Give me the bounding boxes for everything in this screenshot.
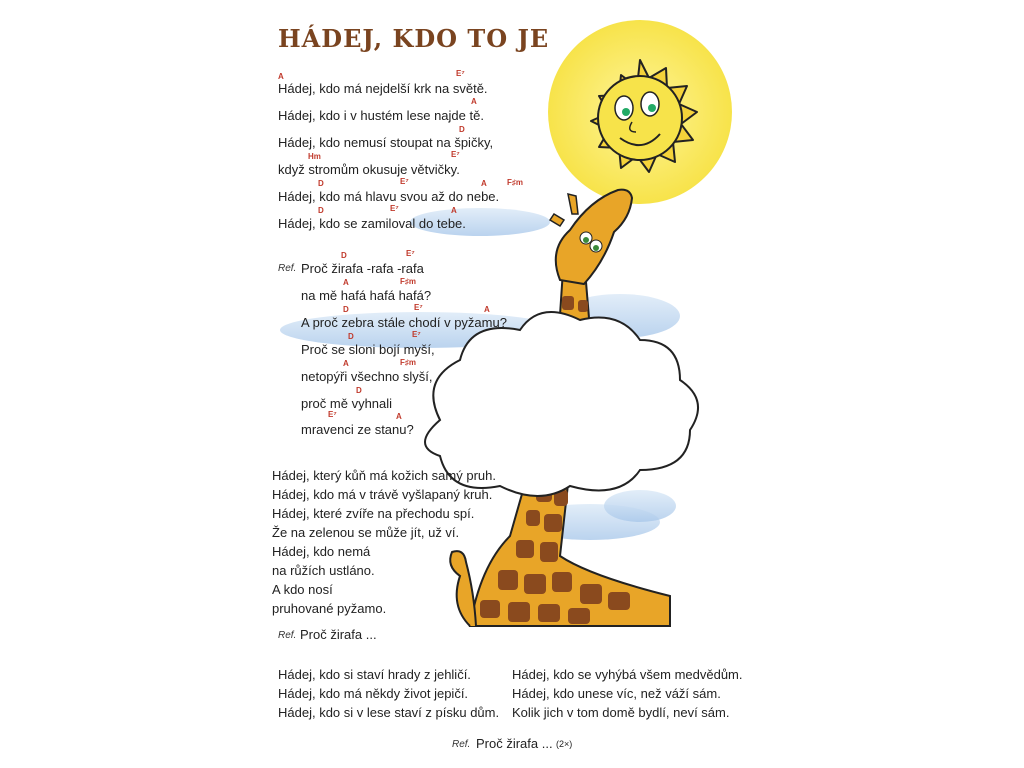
verse2-line: na růžích ustláno. [272,563,375,578]
sun [548,20,732,204]
refrain-final: Proč žirafa ... [476,736,553,751]
chord: D [348,332,354,341]
verse1-line: Hádej, kdo i v hustém lese najde tě. [278,108,484,123]
chord: A [451,206,457,215]
verse3-right-line: Hádej, kdo se vyhýbá všem medvědům. [512,667,743,682]
chord: D [341,251,347,260]
verse1-line: Hádej, kdo má nejdelší krk na světě. [278,81,488,96]
verse2-line: A kdo nosí [272,582,333,597]
verse2-line: Hádej, který kůň má kožich samý pruh. [272,468,496,483]
chord: D [459,125,465,134]
refrain-line: mravenci ze stanu? [301,422,414,437]
verse2-line: Hádej, kdo má v trávě vyšlapaný kruh. [272,487,493,502]
verse3-left-line: Hádej, kdo má někdy život jepičí. [278,686,469,701]
chord: F♯m [400,277,416,286]
chord: E⁷ [390,204,399,213]
chord: D [343,305,349,314]
chord: E⁷ [328,410,337,419]
chord: F♯m [400,358,416,367]
refrain-line: proč mě vyhnali [301,396,393,411]
verse1-line: když stromům okusuje větvičky. [278,162,460,177]
chord: A [484,305,490,314]
chord: A [396,412,402,421]
verse1-line: Hádej, kdo se zamiloval do tebe. [278,216,466,231]
refrain-line: netopýři všechno slyší, [301,369,433,384]
verse3-left-line: Hádej, kdo si staví hrady z jehličí. [278,667,471,682]
refrain-line: Proč se sloni bojí myší, [301,342,435,357]
refrain-line: A proč zebra stále chodí v pyžamu? [301,315,507,330]
chord: A [278,72,284,81]
chord: E⁷ [414,303,423,312]
refrain-label: Ref. [278,263,297,274]
chord: F♯m [507,178,523,187]
refrain-short: Proč žirafa ... [300,627,377,642]
chord: A [481,179,487,188]
chord: E⁷ [406,249,415,258]
chord: E⁷ [456,69,465,78]
chord: E⁷ [412,330,421,339]
repeat-marker: (2×) [556,739,573,749]
refrain-label: Ref. [452,739,471,750]
chord: A [343,359,349,368]
chord: E⁷ [400,177,409,186]
chord: D [356,386,362,395]
verse1-line: Hádej, kdo nemusí stoupat na špičky, [278,135,494,150]
verse1-line: Hádej, kdo má hlavu svou až do nebe. [278,189,500,204]
chord: E⁷ [451,150,460,159]
song-title: HÁDEJ, KDO TO JE [278,24,550,53]
verse2-line: pruhované pyžamo. [272,601,387,616]
chord: A [471,97,477,106]
chord: Hm [308,152,321,161]
verse3-right-line: Kolik jich v tom domě bydlí, neví sám. [512,705,730,720]
chord: A [343,278,349,287]
chord: D [318,206,324,215]
verse3-right-line: Hádej, kdo unese víc, než váží sám. [512,686,721,701]
verse3-left-line: Hádej, kdo si v lese staví z písku dům. [278,705,500,720]
verse2-line: Že na zelenou se může jít, už ví. [272,525,460,540]
refrain-label: Ref. [278,630,297,641]
refrain-line: Proč žirafa -rafa -rafa [301,261,424,276]
chord: D [318,179,324,188]
verse2-line: Hádej, kdo nemá [272,544,371,559]
verse2-line: Hádej, které zvíře na přechodu spí. [272,506,475,521]
refrain-line: na mě hafá hafá hafá? [301,288,432,303]
